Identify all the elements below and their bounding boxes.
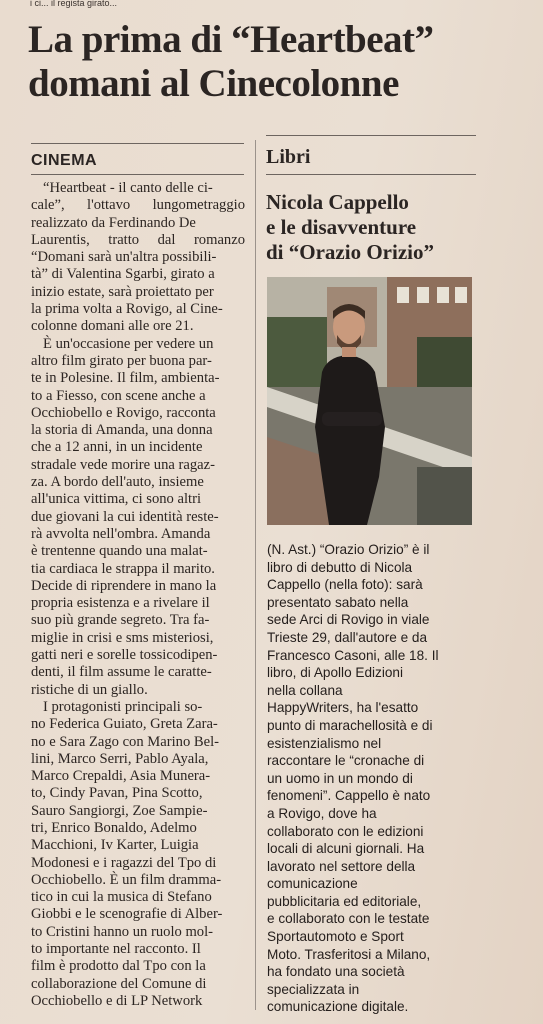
article-line: te in Polesine. Il film, ambienta- — [31, 370, 220, 387]
article-line: esistenzialismo nel — [267, 735, 382, 751]
article-line: stradale vede morire una ragaz- — [31, 456, 215, 473]
article-line: tà” di Valentina Sgarbi, girato a — [31, 266, 215, 283]
article-line: comunicazione — [267, 876, 358, 892]
article-line: tri, Enrico Bonaldo, Adelmo — [31, 819, 197, 836]
article-line: punto di marachellosità e di — [267, 717, 433, 733]
article-line: HappyWriters, ha l'esatto — [267, 700, 419, 716]
article-line: raccontare le “cronache di — [267, 753, 425, 769]
article-line: Moto. Trasferitosi a Milano, — [267, 946, 431, 962]
article-line: che a 12 anni, in un incidente — [31, 439, 203, 456]
libri-subheadline — [266, 190, 491, 265]
article-line: locali di alcuni giornali. Ha — [267, 841, 425, 857]
article-line: Modonesi e i ragazzi del Tpo di — [31, 854, 217, 871]
article-line: è trentenne quando una malat- — [31, 543, 208, 560]
article-line: due giovani la cui identità reste- — [31, 508, 219, 525]
section-label-libri: Libri — [266, 146, 311, 168]
article-line: un uomo in un mondo di — [267, 770, 413, 786]
section-label-cinema: CINEMA — [31, 152, 98, 169]
author-photo — [267, 277, 472, 525]
article-line: collaborato con le edizioni — [267, 823, 424, 839]
cinema-label-underline — [31, 174, 244, 175]
author-photo-illustration — [267, 277, 472, 525]
article-line: Laurentis, tratto dal romanzo — [31, 231, 245, 248]
article-line: “Heartbeat - il canto delle ci- — [43, 180, 213, 196]
article-line: Francesco Casoni, alle 18. Il — [267, 647, 439, 663]
article-line: Trieste 29, dall'autore e da — [267, 629, 428, 645]
article-line: tia cardiaca le strappa il marito. — [31, 560, 215, 577]
article-line: Occhiobello. È un film dramma- — [31, 871, 222, 888]
article-line: Sportautomoto e Sport — [267, 929, 404, 945]
article-line: rà avvolta nell'ombra. Amanda — [31, 525, 211, 542]
article-line: la storia di Amanda, una donna — [31, 422, 213, 439]
article-line: Marco Crepaldi, Asia Munera- — [31, 768, 211, 785]
article-line: inizio estate, sarà proiettato per — [31, 283, 214, 300]
article-line: za. A bordo dell'auto, insieme — [31, 474, 204, 491]
article-line: Sauro Sangiorgi, Zoe Sampie- — [31, 802, 208, 819]
article-line: comunicazione digitale. — [267, 999, 409, 1015]
subheadline-line-1: Nicola Cappello — [266, 190, 409, 214]
column-divider — [255, 140, 256, 1010]
article-line: pubblicitaria ed editoriale, — [267, 893, 422, 909]
article-line: libro, di Apollo Edizioni — [267, 665, 404, 681]
headline-line-1: La prima di “Heartbeat” — [28, 18, 434, 61]
article-line: gatti neri e sorelle tossicodipen- — [31, 647, 218, 664]
article-line: Occhiobello e di LP Network — [31, 992, 203, 1009]
article-line: Giobbi e le scenografie di Alber- — [31, 906, 223, 923]
article-line: Decide di riprendere in mano la — [31, 577, 217, 594]
article-line: no Federica Guiato, Greta Zara- — [31, 716, 218, 733]
top-divider-right — [266, 135, 476, 136]
article-line: to, Cindy Pavan, Pina Scotto, — [31, 785, 203, 802]
article-line: e collaborato con le testate — [267, 911, 430, 927]
article-line: miglie in crisi e sms misteriosi, — [31, 629, 214, 646]
article-line: I protagonisti principali so- — [43, 698, 203, 715]
headline-line-2: domani al Cinecolonne — [28, 62, 399, 105]
article-line: presentato sabato nella — [267, 594, 409, 610]
article-line: È un'occasione per vedere un — [43, 335, 214, 352]
article-line: cale”, l'ottavo lungometraggio — [31, 197, 245, 214]
article-line: (N. Ast.) “Orazio Orizio” è il — [267, 542, 430, 557]
article-line: libro di debutto di Nicola — [267, 559, 413, 575]
article-line: denti, il film assume le caratte- — [31, 664, 212, 681]
article-line: “Domani sarà un'altra possibili- — [31, 249, 217, 266]
article-line: tico in cui la musica di Stefano — [31, 889, 212, 906]
article-line: colonne domani alle ore 21. — [31, 318, 194, 335]
article-line: to Cristini hanno un ruolo mol- — [31, 923, 214, 940]
libri-article-body — [267, 541, 477, 1016]
article-line: la prima volta a Rovigo, al Cine- — [31, 301, 223, 318]
headline — [28, 18, 528, 106]
article-line: to importante nel racconto. Il — [31, 941, 201, 958]
article-line: no e Sara Zago con Marino Bel- — [31, 733, 220, 750]
article-line: film è prodotto dal Tpo con la — [31, 958, 206, 975]
top-divider-left — [31, 143, 244, 144]
subheadline-line-2: e le disavventure — [266, 215, 417, 239]
article-line: fenomeni”. Cappello è nato — [267, 788, 431, 804]
subheadline-line-3: di “Orazio Orizio” — [266, 240, 434, 264]
cinema-article-body — [31, 180, 245, 1010]
article-line: nella collana — [267, 682, 343, 698]
article-line: suo più grande segreto. Tra fa- — [31, 612, 210, 629]
libri-label-underline — [266, 174, 476, 175]
article-line: to a Fiesso, con scene anche a — [31, 387, 206, 404]
article-line: lavorato nel settore della — [267, 858, 416, 874]
article-line: altro film girato per buona par- — [31, 352, 212, 369]
top-kicker: i ci... il regista girato... — [30, 0, 118, 8]
article-line: lini, Marco Serri, Pablo Ayala, — [31, 750, 209, 767]
article-line: ha fondato una società — [267, 964, 405, 980]
article-line: sede Arci di Rovigo in viale — [267, 612, 430, 628]
article-line: Cappello (nella foto): sarà — [267, 577, 423, 593]
article-line: collaborazione del Comune di — [31, 975, 207, 992]
article-line: Macchioni, Iv Karter, Luigia — [31, 837, 199, 854]
article-line: specializzata in — [267, 981, 360, 997]
article-line: Occhiobello e Rovigo, racconta — [31, 404, 216, 421]
article-line: all'unica vittima, ci sono altri — [31, 491, 202, 508]
article-line: realizzato da Ferdinando De — [31, 214, 196, 231]
article-line: a Rovigo, dove ha — [267, 805, 377, 821]
article-line: propria esistenza e a rivelare il — [31, 595, 210, 612]
article-line: ristiche di un giallo. — [31, 681, 148, 698]
